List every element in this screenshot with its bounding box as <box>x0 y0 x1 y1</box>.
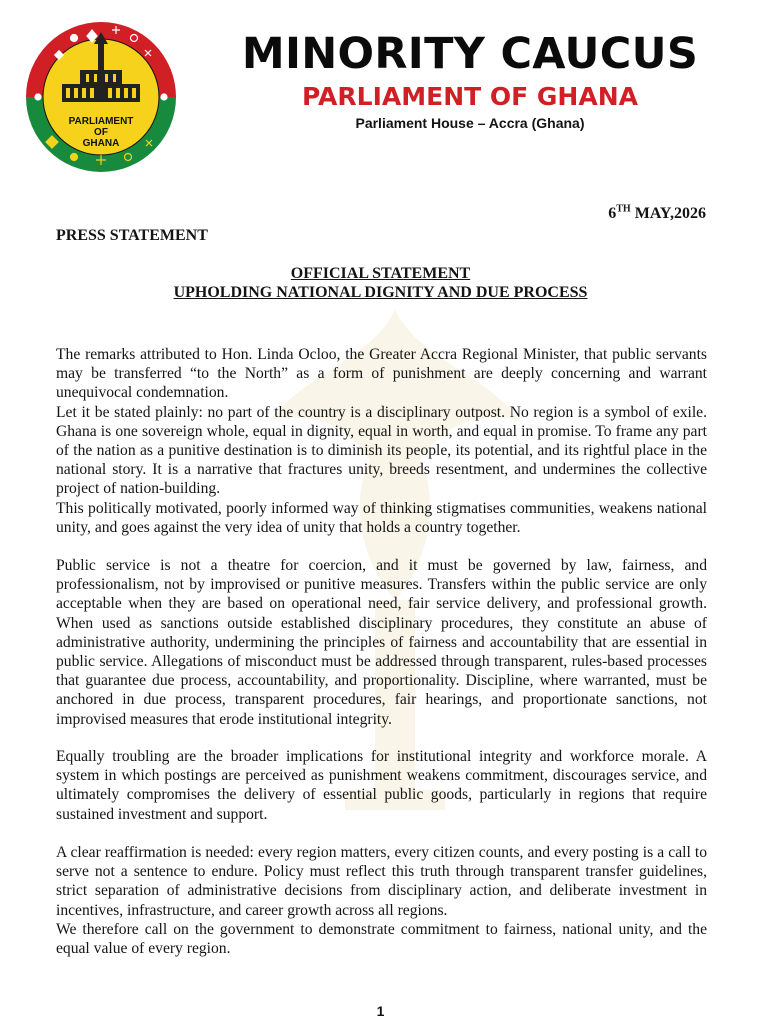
paragraph-3: This politically motivated, poorly informed way of thinking stigmatises communities, weakens national unity, and goes against the very idea of unity that holds a country together. <box>56 499 707 536</box>
paragraph-4: Public service is not a theatre for coercion, and it must be governed by law, fairness, and professionalism, not by improvised or punitive measures. Transfers within the public service are only acceptable when they are based on operational need, fair service delivery, and professional growth. When used as sanctions outside established disciplinary procedures, they constitute an abuse of administrative authority, undermining the principles of fairness and accountability that are essential in public service. Allegations of misconduct must be addressed through transparent, rules-based processes that guarantee due process, accountability, and proportionality. Discipline, where warranted, must be anchored in due process, transparent procedures, fair hearings, and proportionate sanctions, not improvised measures that erode institutional integrity. <box>56 557 707 728</box>
paragraph-1: The remarks attributed to Hon. Linda Ocloo, the Greater Accra Regional Minister, that public servants may be transferred “to the North” as a form of punishment are deeply concerning and warrant unequivocal condemnation. <box>56 346 707 402</box>
paragraph-6: A clear reaffirmation is needed: every region matters, every citizen counts, and every posting is a call to serve not a sentence to endure. Policy must reflect this truth through transparent transfer guidelines, strict separation of administrative decisions from disciplinary action, and deliberate investment in incentives, infrastructure, and career growth across all regions. <box>56 844 707 919</box>
paragraph-7: We therefore call on the government to demonstrate commitment to fairness, national unity, and the equal value of every region. <box>56 920 707 958</box>
parliament-logo <box>22 18 180 176</box>
letterhead-title: MINORITY CAUCUS <box>241 29 699 79</box>
paragraph-2: Let it be stated plainly: no part of the country is a disciplinary outpost. No region is a symbol of exile. Ghana is one sovereign whole, equal in dignity, equal in worth, and equal in promise. To frame any part of the nation as a punitive destination is to diminish its people, its potential, and its rightful place in the national story. It is a narrative that fractures unity, breeds resentment, and undermines the collective project of nation-building. <box>56 403 707 498</box>
statement-heading: OFFICIAL STATEMENT <box>290 265 471 282</box>
date-suffix: TH <box>616 203 631 215</box>
statement-date <box>608 204 706 224</box>
page-number: 1 <box>376 1003 385 1019</box>
body-section-1 <box>56 345 707 537</box>
letterhead-address: Parliament House – Accra (Ghana) <box>355 115 585 131</box>
date-day: 6 <box>608 205 617 222</box>
press-statement-label: PRESS STATEMENT <box>56 227 208 244</box>
paragraph-5: Equally troubling are the broader implications for institutional integrity and workforce morale. A system in which postings are perceived as punishment weakens commitment, discourages service, and ultimately compromises the delivery of essential public goods, particularly in regions that require sustained investment and support. <box>56 748 707 823</box>
body-section-4 <box>56 843 707 958</box>
logo-text-line-1: PARLIAMENT <box>68 116 134 127</box>
logo-text-line-2: OF <box>94 127 108 138</box>
date-month-year: MAY,2026 <box>630 205 706 222</box>
parliament-seal-icon <box>22 18 180 176</box>
body-section-2 <box>56 556 707 729</box>
letterhead-subtitle: PARLIAMENT OF GHANA <box>302 82 638 111</box>
body-section-3 <box>56 747 707 824</box>
logo-text-line-3: GHANA <box>82 138 120 149</box>
statement-subheading: UPHOLDING NATIONAL DIGNITY AND DUE PROCESS <box>173 284 588 301</box>
